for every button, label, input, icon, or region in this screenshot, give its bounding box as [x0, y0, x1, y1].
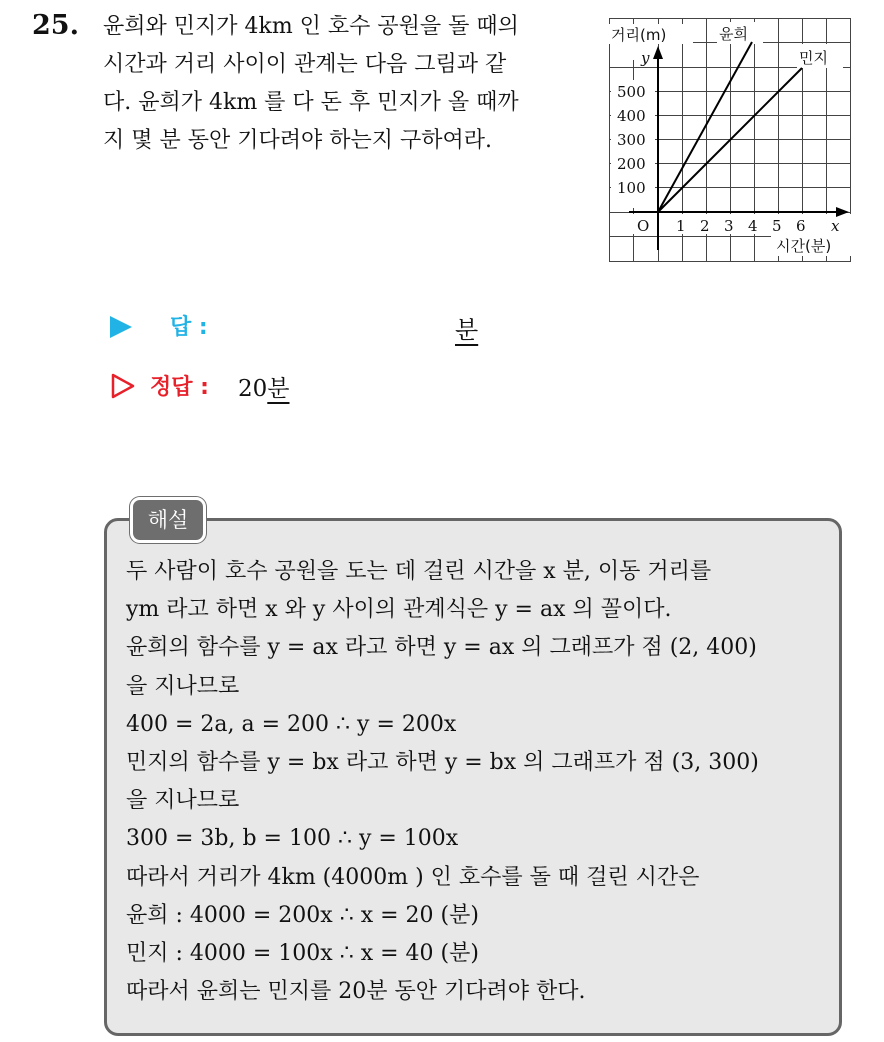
explanation-line: 윤희의 함수를 y = ax 라고 하면 y = ax 의 그래프가 점 (2, 400) [126, 635, 757, 661]
x-tick-label: 6 [796, 217, 806, 235]
explanation-line: 을 지나므로 [126, 788, 240, 814]
explanation-line: 두 사람이 호수 공원을 도는 데 걸린 시간을 x 분, 이동 거리를 [126, 559, 712, 584]
distance-time-graph [609, 18, 851, 262]
origin-label: O [637, 217, 650, 235]
x-tick-label: 4 [748, 217, 758, 235]
x-tick-label: 3 [724, 217, 734, 235]
correct-label: 정답 : [150, 375, 209, 400]
y-tick-label: 200 [617, 155, 646, 173]
play-triangle-icon [110, 316, 132, 338]
question-line: 시간과 거리 사이이 관계는 다음 그림과 같 [103, 52, 507, 77]
y-tick-label: 100 [617, 179, 646, 197]
y-tick-label: 500 [617, 83, 646, 101]
correct-unit: 분 [267, 376, 290, 402]
x-axis-label: 시간(분) [776, 237, 832, 255]
explanation-line: 민지 : 4000 = 100x ∴ x = 40 (분) [126, 941, 479, 967]
explanation-line: 민지의 함수를 y = bx 라고 하면 y = bx 의 그래프가 점 (3, 300) [126, 750, 759, 776]
explanation-line: 을 지나므로 [126, 673, 240, 699]
minji-label: 민지 [799, 49, 828, 67]
y-axis-label: 거리(m) [611, 26, 667, 44]
x-tick-label: 5 [772, 217, 782, 235]
question-number: 25. [32, 10, 79, 41]
outline-triangle-icon [110, 372, 136, 400]
explanation-line: 따라서 윤희는 민지를 20분 동안 기다려야 한다. [126, 979, 586, 1005]
question-line: 지 몇 분 동안 기다려야 하는지 구하여라. [103, 128, 492, 153]
x-variable: x [831, 217, 840, 235]
question-line: 다. 윤희가 4km 를 다 돈 후 민지가 올 때까 [103, 90, 519, 115]
explanation-tag: 해설 [130, 497, 206, 543]
answer-unit: 분 [455, 316, 479, 344]
y-axis-arrow [653, 46, 663, 59]
question-line: 윤희와 민지가 4km 인 호수 공원을 돌 때의 [103, 14, 519, 39]
correct-value-wrap [238, 370, 290, 403]
y-tick-label: 300 [617, 131, 646, 149]
explanation-line: 윤희 : 4000 = 200x ∴ x = 20 (분) [126, 902, 479, 928]
explanation-line: ym 라고 하면 x 와 y 사이의 관계식은 y = ax 의 꼴이다. [126, 597, 672, 623]
explanation-text [126, 553, 836, 1011]
correct-value: 20 [238, 376, 268, 402]
question-text [103, 8, 583, 160]
x-tick-label: 1 [676, 217, 686, 235]
answer-label: 답 : [170, 315, 208, 340]
y-tick-label: 400 [617, 107, 646, 125]
explanation-line: 300 = 3b, b = 100 ∴ y = 100x [126, 826, 459, 852]
answer-row [110, 310, 610, 346]
x-tick-label: 2 [700, 217, 710, 235]
correct-answer-row [110, 370, 610, 406]
explanation-line: 따라서 거리가 4km (4000m ) 인 호수를 돌 때 걸린 시간은 [126, 864, 700, 890]
y-variable: y [641, 49, 650, 67]
yunhee-label: 윤희 [719, 25, 748, 43]
explanation-line: 400 = 2a, a = 200 ∴ y = 200x [126, 711, 457, 737]
